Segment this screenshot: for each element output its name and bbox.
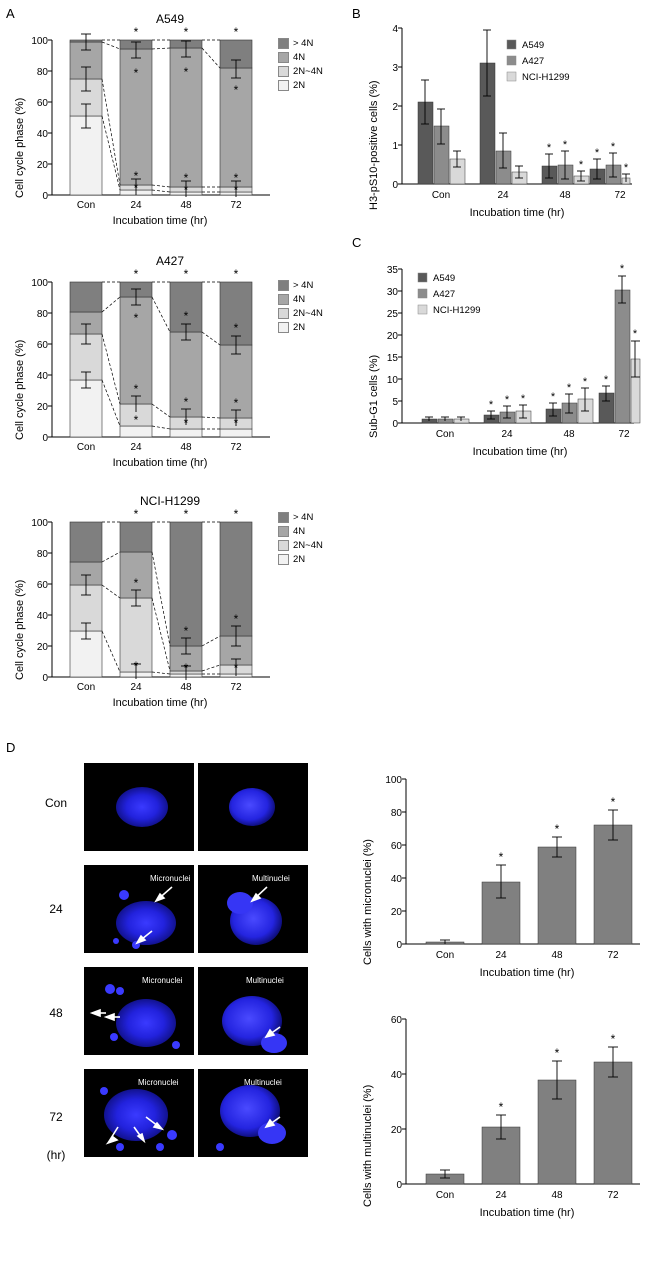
svg-text:*: *: [133, 267, 139, 281]
svg-text:*: *: [550, 391, 556, 403]
svg-text:72: 72: [607, 950, 619, 961]
svg-text:A549: A549: [433, 273, 456, 284]
legend-item: > 4N: [278, 38, 323, 49]
micrograph-grid: [24, 755, 334, 1205]
svg-text:Incubation time (hr): Incubation time (hr): [479, 1207, 575, 1219]
svg-text:(hr): (hr): [46, 1148, 66, 1162]
svg-text:*: *: [233, 267, 239, 281]
svg-text:100: 100: [31, 278, 48, 289]
chart-title: A427: [155, 254, 185, 268]
svg-text:10: 10: [386, 375, 398, 386]
svg-text:Con: Con: [44, 796, 68, 810]
svg-text:40: 40: [390, 874, 402, 885]
svg-text:80: 80: [36, 549, 48, 560]
svg-text:Con: Con: [76, 682, 96, 693]
y-axis-label: Cell cycle phase (%): [14, 97, 26, 198]
panel-letter-a: A: [6, 6, 15, 21]
svg-text:20: 20: [386, 331, 398, 342]
micrograph-svg: [24, 755, 334, 1205]
svg-text:60: 60: [36, 580, 48, 591]
svg-text:72: 72: [230, 442, 242, 453]
svg-text:35: 35: [386, 265, 398, 276]
svg-text:*: *: [578, 159, 584, 171]
svg-text:Multinuclei: Multinuclei: [244, 1078, 282, 1087]
chart-multinuclei: [352, 995, 650, 1230]
svg-text:40: 40: [36, 129, 48, 140]
svg-text:60: 60: [390, 1015, 402, 1026]
svg-text:Incubation time (hr): Incubation time (hr): [472, 446, 568, 458]
svg-text:100: 100: [385, 775, 402, 786]
svg-text:NCI-H1299: NCI-H1299: [522, 72, 570, 83]
svg-text:1: 1: [392, 141, 398, 152]
legend-item: 2N: [278, 322, 323, 333]
svg-text:24: 24: [130, 200, 142, 211]
chart-svg: [352, 995, 650, 1230]
y-axis-label: Sub-G1 cells (%): [368, 354, 380, 438]
svg-text:*: *: [233, 612, 239, 626]
svg-text:*: *: [554, 822, 560, 836]
legend-item: 4N: [278, 526, 323, 537]
svg-text:48: 48: [49, 1006, 63, 1020]
svg-text:Micronuclei: Micronuclei: [150, 874, 191, 883]
legend-swatch-gt4n: [278, 512, 289, 523]
legend-item: 4N: [278, 52, 323, 63]
legend-swatch-2n: [278, 322, 289, 333]
svg-text:80: 80: [36, 67, 48, 78]
svg-text:*: *: [183, 661, 189, 675]
svg-text:0: 0: [396, 940, 402, 951]
svg-text:*: *: [562, 139, 568, 151]
svg-text:*: *: [546, 142, 552, 154]
chart-svg: [352, 10, 650, 235]
svg-text:72: 72: [230, 682, 242, 693]
svg-text:*: *: [233, 83, 239, 97]
svg-text:*: *: [133, 311, 139, 325]
svg-text:2: 2: [392, 102, 398, 113]
svg-text:A427: A427: [522, 56, 545, 67]
legend-item: 2N~4N: [278, 308, 323, 319]
svg-text:0: 0: [42, 191, 48, 202]
legend-cellcycle: [278, 38, 323, 94]
svg-text:20: 20: [390, 907, 402, 918]
svg-text:80: 80: [390, 808, 402, 819]
svg-text:*: *: [133, 66, 139, 80]
svg-text:72: 72: [607, 1190, 619, 1201]
svg-text:72: 72: [618, 429, 630, 440]
svg-text:Con: Con: [435, 950, 455, 961]
y-axis-label: Cells with multinuclei (%): [362, 1084, 374, 1207]
svg-text:48: 48: [559, 190, 571, 201]
chart-svg: [352, 243, 650, 473]
svg-text:*: *: [233, 171, 239, 185]
legend-swatch-2n: [278, 554, 289, 565]
svg-text:*: *: [133, 659, 139, 673]
svg-text:48: 48: [180, 682, 192, 693]
svg-text:*: *: [183, 183, 189, 197]
svg-text:*: *: [183, 267, 189, 281]
svg-text:4: 4: [392, 24, 398, 35]
svg-text:24: 24: [130, 682, 142, 693]
svg-text:*: *: [183, 65, 189, 79]
svg-text:24: 24: [495, 950, 507, 961]
svg-text:*: *: [183, 309, 189, 323]
svg-text:40: 40: [36, 371, 48, 382]
svg-text:*: *: [619, 263, 625, 275]
svg-text:24: 24: [501, 429, 513, 440]
legend-cellcycle: [278, 512, 323, 568]
chart-title: A549: [155, 12, 185, 26]
y-axis-label: Cell cycle phase (%): [14, 339, 26, 440]
svg-text:*: *: [233, 25, 239, 39]
svg-text:A549: A549: [522, 40, 545, 51]
y-axis-label: H3-pS10-positive cells (%): [368, 80, 380, 210]
legend-swatch-4n: [278, 294, 289, 305]
svg-text:*: *: [498, 1100, 504, 1114]
svg-text:*: *: [183, 507, 189, 521]
legend-cellcycle: [278, 280, 323, 336]
svg-text:72: 72: [614, 190, 626, 201]
svg-text:*: *: [623, 162, 629, 174]
svg-text:48: 48: [551, 950, 563, 961]
svg-text:*: *: [233, 321, 239, 335]
svg-text:Micronuclei: Micronuclei: [138, 1078, 179, 1087]
legend-item: 2N~4N: [278, 540, 323, 551]
svg-text:60: 60: [36, 340, 48, 351]
svg-text:*: *: [233, 183, 239, 197]
svg-text:48: 48: [180, 200, 192, 211]
svg-text:*: *: [133, 576, 139, 590]
svg-text:Con: Con: [76, 200, 96, 211]
svg-text:25: 25: [386, 309, 398, 320]
svg-text:48: 48: [180, 442, 192, 453]
legend-swatch-gt4n: [278, 280, 289, 291]
legend-swatch-2n: [278, 80, 289, 91]
svg-text:Con: Con: [76, 442, 96, 453]
svg-text:Multinuclei: Multinuclei: [246, 976, 284, 985]
svg-text:30: 30: [386, 287, 398, 298]
svg-text:Con: Con: [431, 190, 451, 201]
legend-item: > 4N: [278, 280, 323, 291]
svg-text:20: 20: [36, 160, 48, 171]
svg-text:24: 24: [497, 190, 509, 201]
svg-text:*: *: [133, 382, 139, 396]
svg-text:*: *: [520, 393, 526, 405]
legend-swatch-2n4n: [278, 66, 289, 77]
svg-text:0: 0: [42, 673, 48, 684]
svg-text:100: 100: [31, 36, 48, 47]
panel-letter-d: D: [6, 740, 16, 755]
svg-text:48: 48: [551, 1190, 563, 1201]
svg-text:*: *: [554, 1046, 560, 1060]
svg-text:*: *: [610, 795, 616, 809]
svg-text:72: 72: [49, 1110, 63, 1124]
svg-text:80: 80: [36, 309, 48, 320]
svg-text:60: 60: [36, 98, 48, 109]
svg-text:24: 24: [130, 442, 142, 453]
legend-swatch-4n: [278, 52, 289, 63]
svg-text:*: *: [233, 507, 239, 521]
chart-title: NCI-H1299: [139, 494, 201, 508]
svg-text:*: *: [610, 1032, 616, 1046]
svg-text:*: *: [183, 624, 189, 638]
svg-text:*: *: [183, 395, 189, 409]
svg-text:*: *: [233, 396, 239, 410]
svg-text:Incubation time (hr): Incubation time (hr): [469, 207, 565, 219]
chart-a549-cellcycle: [0, 8, 345, 236]
svg-text:Incubation time (hr): Incubation time (hr): [112, 215, 208, 227]
svg-text:*: *: [488, 399, 494, 411]
svg-text:40: 40: [390, 1070, 402, 1081]
svg-text:Con: Con: [435, 429, 455, 440]
svg-text:20: 20: [36, 642, 48, 653]
svg-text:Incubation time (hr): Incubation time (hr): [479, 967, 575, 979]
legend-swatch-2n4n: [278, 308, 289, 319]
legend-item: 2N: [278, 554, 323, 565]
svg-text:100: 100: [31, 518, 48, 529]
svg-text:NCI-H1299: NCI-H1299: [433, 305, 481, 316]
svg-text:40: 40: [36, 611, 48, 622]
svg-text:*: *: [133, 181, 139, 195]
svg-text:*: *: [594, 147, 600, 159]
svg-text:*: *: [233, 416, 239, 430]
legend-swatch-4n: [278, 526, 289, 537]
y-axis-label: Cells with micronuclei (%): [362, 839, 374, 965]
svg-text:Incubation time (hr): Incubation time (hr): [112, 457, 208, 469]
legend-item: > 4N: [278, 512, 323, 523]
svg-text:24: 24: [495, 1190, 507, 1201]
legend-item: 4N: [278, 294, 323, 305]
chart-sub-g1: [352, 243, 650, 473]
svg-text:*: *: [566, 382, 572, 394]
svg-text:*: *: [133, 507, 139, 521]
panel-letter-c: C: [352, 235, 362, 250]
svg-text:Multinuclei: Multinuclei: [252, 874, 290, 883]
chart-a427-cellcycle: [0, 250, 345, 478]
svg-text:*: *: [582, 376, 588, 388]
svg-text:*: *: [233, 661, 239, 675]
panel-letter-b: B: [352, 6, 361, 21]
svg-text:*: *: [610, 141, 616, 153]
svg-text:A427: A427: [433, 289, 456, 300]
svg-text:5: 5: [392, 397, 398, 408]
svg-text:*: *: [133, 413, 139, 427]
svg-text:*: *: [498, 850, 504, 864]
svg-text:60: 60: [390, 841, 402, 852]
svg-text:*: *: [183, 416, 189, 430]
svg-text:0: 0: [42, 433, 48, 444]
svg-text:*: *: [632, 328, 638, 340]
svg-text:72: 72: [230, 200, 242, 211]
svg-text:0: 0: [396, 1180, 402, 1191]
svg-text:Con: Con: [435, 1190, 455, 1201]
chart-h1299-cellcycle: [0, 490, 345, 718]
svg-text:Micronuclei: Micronuclei: [142, 976, 183, 985]
svg-text:20: 20: [390, 1125, 402, 1136]
svg-text:0: 0: [392, 419, 398, 430]
legend-item: 2N: [278, 80, 323, 91]
legend-swatch-2n4n: [278, 540, 289, 551]
chart-svg: [352, 755, 650, 985]
chart-h3-ps10: [352, 10, 650, 235]
svg-text:*: *: [133, 25, 139, 39]
svg-text:*: *: [504, 394, 510, 406]
svg-text:Incubation time (hr): Incubation time (hr): [112, 697, 208, 709]
y-axis-label: Cell cycle phase (%): [14, 579, 26, 680]
svg-text:*: *: [133, 169, 139, 183]
svg-text:24: 24: [49, 902, 63, 916]
svg-text:48: 48: [563, 429, 575, 440]
legend-swatch-gt4n: [278, 38, 289, 49]
svg-text:0: 0: [392, 180, 398, 191]
legend-item: 2N~4N: [278, 66, 323, 77]
svg-text:*: *: [183, 171, 189, 185]
svg-text:15: 15: [386, 353, 398, 364]
svg-text:20: 20: [36, 402, 48, 413]
svg-text:*: *: [183, 25, 189, 39]
svg-text:*: *: [603, 374, 609, 386]
svg-text:3: 3: [392, 63, 398, 74]
chart-micronuclei: [352, 755, 650, 985]
